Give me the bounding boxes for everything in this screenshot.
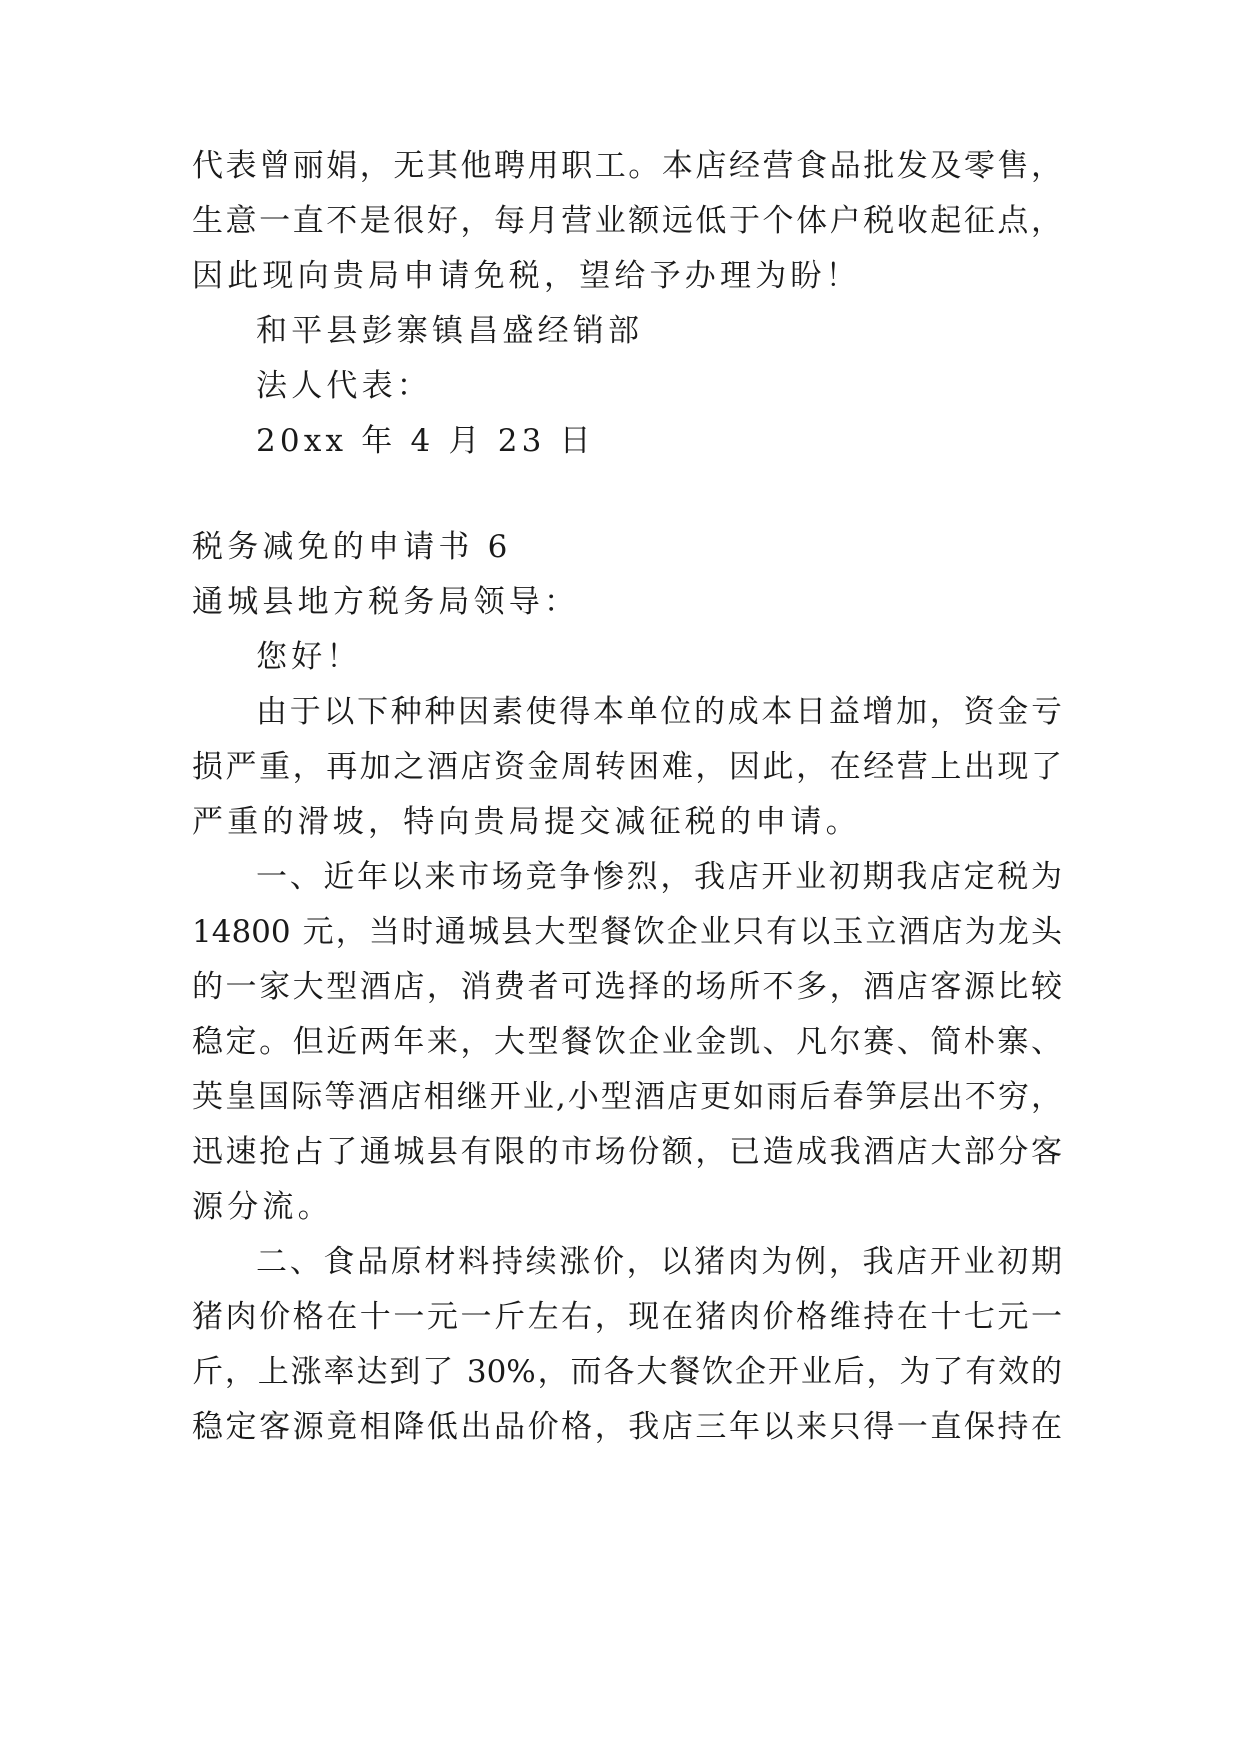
point1-line: 一、近年以来市场竞争惨烈，我店开业初期我店定税为 — [256, 859, 1062, 895]
intro-line: 损严重，再加之酒店资金周转困难，因此，在经营上出现了 — [192, 749, 1062, 785]
point2-line: 猪肉价格在十一元一斤左右，现在猪肉价格维持在十七元一 — [192, 1299, 1062, 1335]
letter-addressee: 通城县地方税务局领导： — [192, 584, 580, 620]
point2-line: 斤，上涨率达到了 30%，而各大餐饮企开业后，为了有效的 — [192, 1354, 1062, 1390]
letter-title: 税务减免的申请书 6 — [192, 529, 512, 565]
point1-line: 源分流。 — [192, 1189, 333, 1225]
point1-line: 稳定。但近两年来，大型餐饮企业金凯、凡尔赛、简朴寨、 — [192, 1024, 1062, 1060]
point1-line: 14800 元，当时通城县大型餐饮企业只有以玉立酒店为龙头 — [192, 914, 1062, 950]
point2-line: 二、食品原材料持续涨价，以猪肉为例，我店开业初期 — [256, 1244, 1062, 1280]
letter-greeting: 您好！ — [256, 639, 362, 675]
intro-line: 严重的滑坡，特向贵局提交减征税的申请。 — [192, 804, 861, 840]
point1-line: 英皇国际等酒店相继开业,小型酒店更如雨后春笋层出不穷， — [192, 1079, 1062, 1115]
body-line: 生意一直不是很好，每月营业额远低于个体户税收起征点， — [192, 203, 1062, 239]
signature-representative: 法人代表： — [256, 368, 432, 404]
signature-organization: 和平县彭寨镇昌盛经销部 — [256, 313, 644, 349]
point2-line: 稳定客源竟相降低出品价格，我店三年以来只得一直保持在 — [192, 1409, 1062, 1445]
body-line: 代表曾丽娟，无其他聘用职工。本店经营食品批发及零售， — [192, 148, 1062, 184]
intro-line: 由于以下种种因素使得本单位的成本日益增加，资金亏 — [256, 694, 1062, 730]
point1-line: 的一家大型酒店，消费者可选择的场所不多，酒店客源比较 — [192, 969, 1062, 1005]
body-line: 因此现向贵局申请免税，望给予办理为盼！ — [192, 258, 861, 294]
point1-line: 迅速抢占了通城县有限的市场份额，已造成我酒店大部分客 — [192, 1134, 1062, 1170]
signature-date: 20xx 年 4 月 23 日 — [256, 423, 595, 459]
